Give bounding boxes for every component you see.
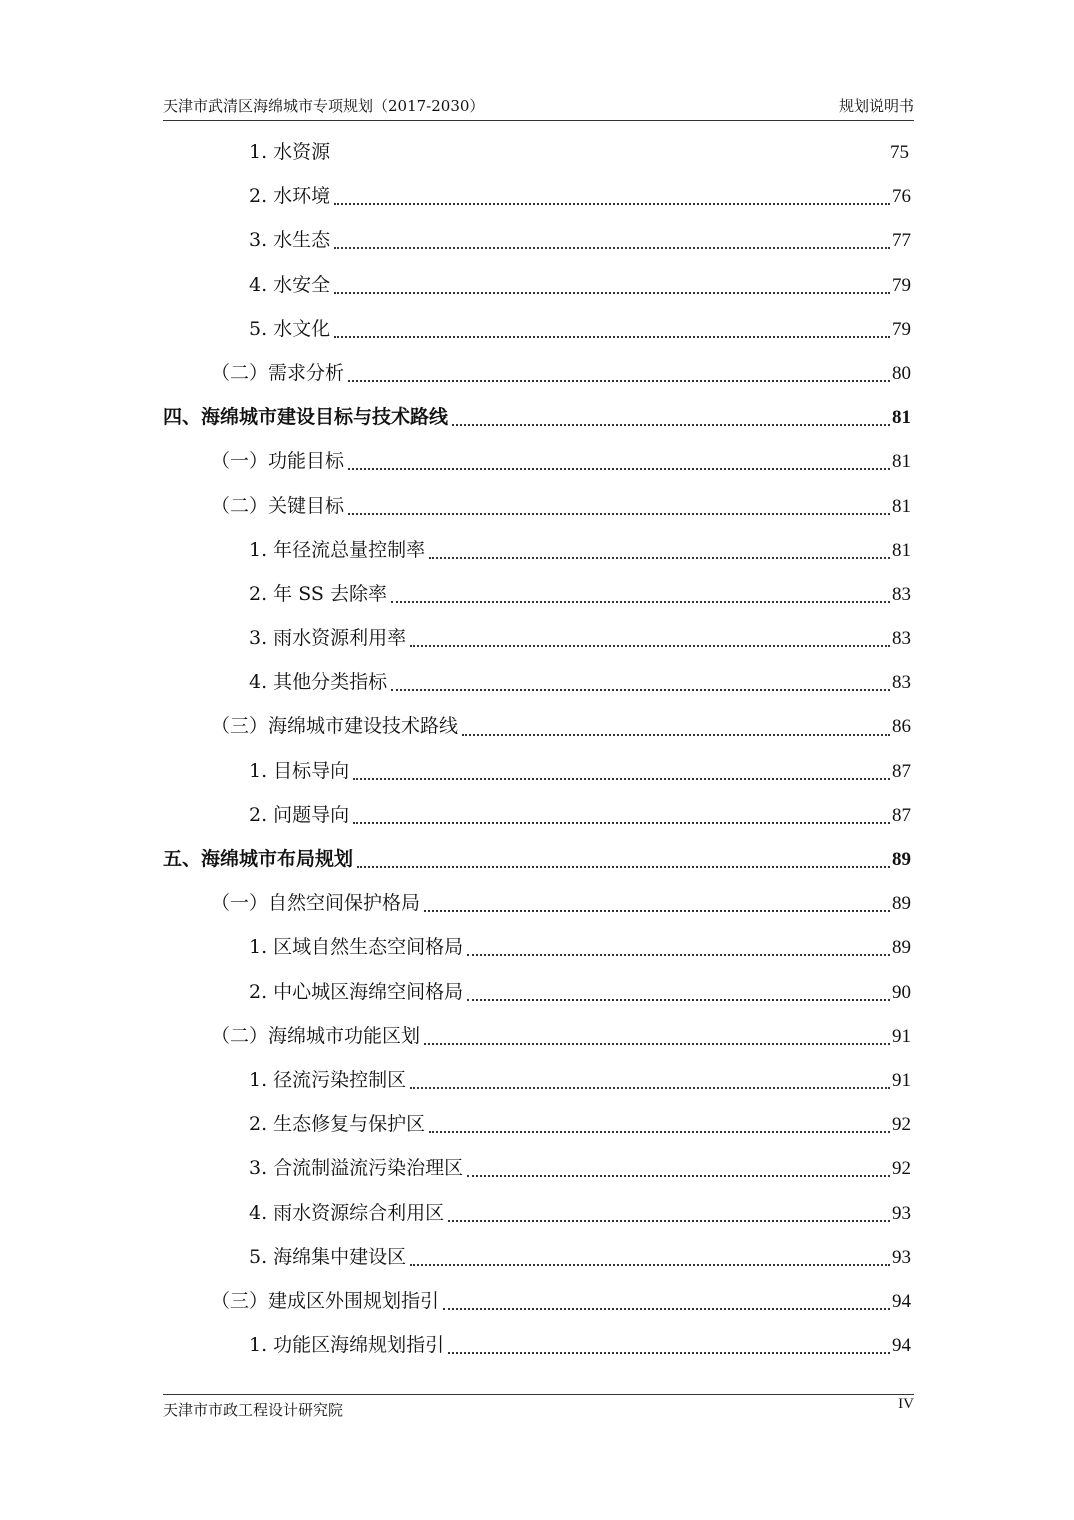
toc-entry[interactable] <box>163 130 911 174</box>
toc-entry[interactable] <box>163 1235 911 1279</box>
toc-entry-title: 5. 水文化 <box>249 317 331 340</box>
toc-entry-page: 79 <box>892 274 911 296</box>
toc-entry-title: 4. 其他分类指标 <box>249 671 388 694</box>
toc-entry-title: （二）海绵城市功能区划 <box>211 1024 421 1047</box>
dot-leader <box>348 468 890 470</box>
toc-entry[interactable] <box>163 439 911 483</box>
dot-leader <box>391 689 890 691</box>
page-number: IV <box>898 1396 914 1412</box>
toc-entry-title: 1. 水资源 <box>249 141 331 163</box>
toc-entry-title: 4. 水安全 <box>249 273 331 296</box>
toc-entry[interactable] <box>163 704 911 748</box>
toc-entry-page: 86 <box>892 716 911 738</box>
dot-leader <box>353 778 890 780</box>
toc-entry[interactable] <box>163 351 911 395</box>
dot-leader <box>334 247 890 249</box>
dot-leader <box>462 734 890 736</box>
dot-leader <box>353 822 890 824</box>
toc-entry[interactable] <box>163 881 911 925</box>
toc-entry-title: 4. 雨水资源综合利用区 <box>249 1201 445 1224</box>
toc-entry-page: 89 <box>892 849 911 870</box>
dot-leader <box>424 1043 890 1045</box>
dot-leader <box>467 1175 890 1177</box>
toc-entry[interactable] <box>163 1279 911 1323</box>
toc-entry-page: 87 <box>892 804 911 826</box>
dot-leader <box>443 1308 890 1310</box>
toc-entry-page: 90 <box>892 981 911 1003</box>
toc-entry-title: 四、海绵城市建设目标与技术路线 <box>163 406 449 429</box>
toc-entry[interactable] <box>163 970 911 1014</box>
dot-leader <box>410 1264 890 1266</box>
toc-entry-title: 1. 径流污染控制区 <box>249 1068 407 1091</box>
toc-entry-page: 91 <box>892 1025 911 1047</box>
page-header <box>163 96 914 121</box>
toc-entry[interactable] <box>163 1323 911 1367</box>
table-of-contents <box>163 130 911 1367</box>
toc-entry-title: 1. 区域自然生态空间格局 <box>249 936 464 959</box>
toc-entry-page: 83 <box>892 583 911 605</box>
toc-entry[interactable] <box>163 616 911 660</box>
toc-entry-page: 79 <box>892 318 911 340</box>
toc-entry-page: 75 <box>890 142 909 163</box>
toc-entry[interactable] <box>163 1014 911 1058</box>
dot-leader <box>448 1352 890 1354</box>
toc-entry-title: （三）海绵城市建设技术路线 <box>211 715 459 738</box>
toc-entry[interactable] <box>163 837 911 881</box>
dot-leader <box>334 292 890 294</box>
dot-leader <box>429 557 890 559</box>
toc-entry-title: 3. 合流制溢流污染治理区 <box>249 1157 464 1180</box>
dot-leader <box>467 999 890 1001</box>
organization-name: 天津市市政工程设计研究院 <box>163 1401 344 1419</box>
toc-entry-page: 81 <box>892 451 911 473</box>
toc-entry-title: （三）建成区外围规划指引 <box>211 1289 440 1312</box>
toc-entry[interactable] <box>163 218 911 262</box>
toc-entry-title: 1. 年径流总量控制率 <box>249 538 426 561</box>
toc-entry-page: 81 <box>892 539 911 561</box>
toc-entry-title: 2. 年 SS 去除率 <box>249 582 387 605</box>
toc-entry[interactable] <box>163 660 911 704</box>
toc-entry-page: 89 <box>892 937 911 959</box>
toc-entry-title: 2. 问题导向 <box>249 803 350 826</box>
dot-leader <box>348 380 890 382</box>
toc-entry[interactable] <box>163 484 911 528</box>
dot-leader <box>391 601 890 603</box>
toc-entry-page: 92 <box>892 1158 911 1180</box>
toc-entry-page: 93 <box>892 1246 911 1268</box>
toc-entry[interactable] <box>163 925 911 969</box>
toc-entry-title: 3. 水生态 <box>249 229 331 252</box>
toc-entry-page: 92 <box>892 1114 911 1136</box>
dot-leader <box>424 910 890 912</box>
toc-entry-page: 83 <box>892 672 911 694</box>
toc-entry[interactable] <box>163 1058 911 1102</box>
toc-entry-title: 2. 生态修复与保护区 <box>249 1113 426 1136</box>
toc-entry-page: 94 <box>892 1335 911 1357</box>
toc-entry[interactable] <box>163 174 911 218</box>
toc-entry-page: 80 <box>892 362 911 384</box>
dot-leader <box>410 1087 890 1089</box>
toc-entry-title: （一）自然空间保护格局 <box>211 892 421 915</box>
page-footer <box>163 1394 914 1425</box>
toc-entry-page: 83 <box>892 628 911 650</box>
dot-leader <box>357 866 890 868</box>
toc-entry[interactable] <box>163 395 911 439</box>
dot-leader <box>410 645 890 647</box>
toc-entry[interactable] <box>163 749 911 793</box>
toc-entry-page: 81 <box>892 495 911 517</box>
toc-entry-title: 1. 目标导向 <box>249 759 350 782</box>
toc-entry-title: 2. 水环境 <box>249 185 331 208</box>
dot-leader <box>467 954 890 956</box>
toc-entry-page: 81 <box>892 407 911 429</box>
toc-entry-page: 77 <box>892 230 911 252</box>
toc-entry-page: 93 <box>892 1202 911 1224</box>
document-type: 规划说明书 <box>838 97 914 115</box>
dot-leader <box>348 513 890 515</box>
toc-entry[interactable] <box>163 1102 911 1146</box>
toc-entry[interactable] <box>163 793 911 837</box>
toc-entry-page: 91 <box>892 1069 911 1091</box>
toc-entry-title: 五、海绵城市布局规划 <box>163 848 354 870</box>
dot-leader <box>448 1220 890 1222</box>
toc-entry-page: 87 <box>892 760 911 782</box>
dot-leader <box>429 1131 890 1133</box>
toc-entry[interactable] <box>163 1191 911 1235</box>
dot-leader <box>334 336 890 338</box>
toc-entry[interactable] <box>163 263 911 307</box>
toc-entry-page: 89 <box>892 893 911 915</box>
toc-entry-title: （二）关键目标 <box>211 494 345 517</box>
toc-entry-title: 1. 功能区海绵规划指引 <box>249 1334 445 1357</box>
toc-entry[interactable] <box>163 572 911 616</box>
toc-entry-title: 2. 中心城区海绵空间格局 <box>249 980 464 1003</box>
toc-entry-title: 3. 雨水资源利用率 <box>249 627 407 650</box>
dot-leader <box>334 203 890 205</box>
toc-entry[interactable] <box>163 1146 911 1190</box>
toc-entry-page: 94 <box>892 1290 911 1312</box>
toc-entry[interactable] <box>163 307 911 351</box>
toc-entry[interactable] <box>163 528 911 572</box>
toc-entry-title: （二）需求分析 <box>211 361 345 384</box>
toc-entry-title: 5. 海绵集中建设区 <box>249 1245 407 1268</box>
document-title: 天津市武清区海绵城市专项规划（2017-2030） <box>163 97 485 115</box>
dot-leader <box>452 424 890 426</box>
toc-entry-page: 76 <box>892 186 911 208</box>
toc-entry-title: （一）功能目标 <box>211 450 345 473</box>
